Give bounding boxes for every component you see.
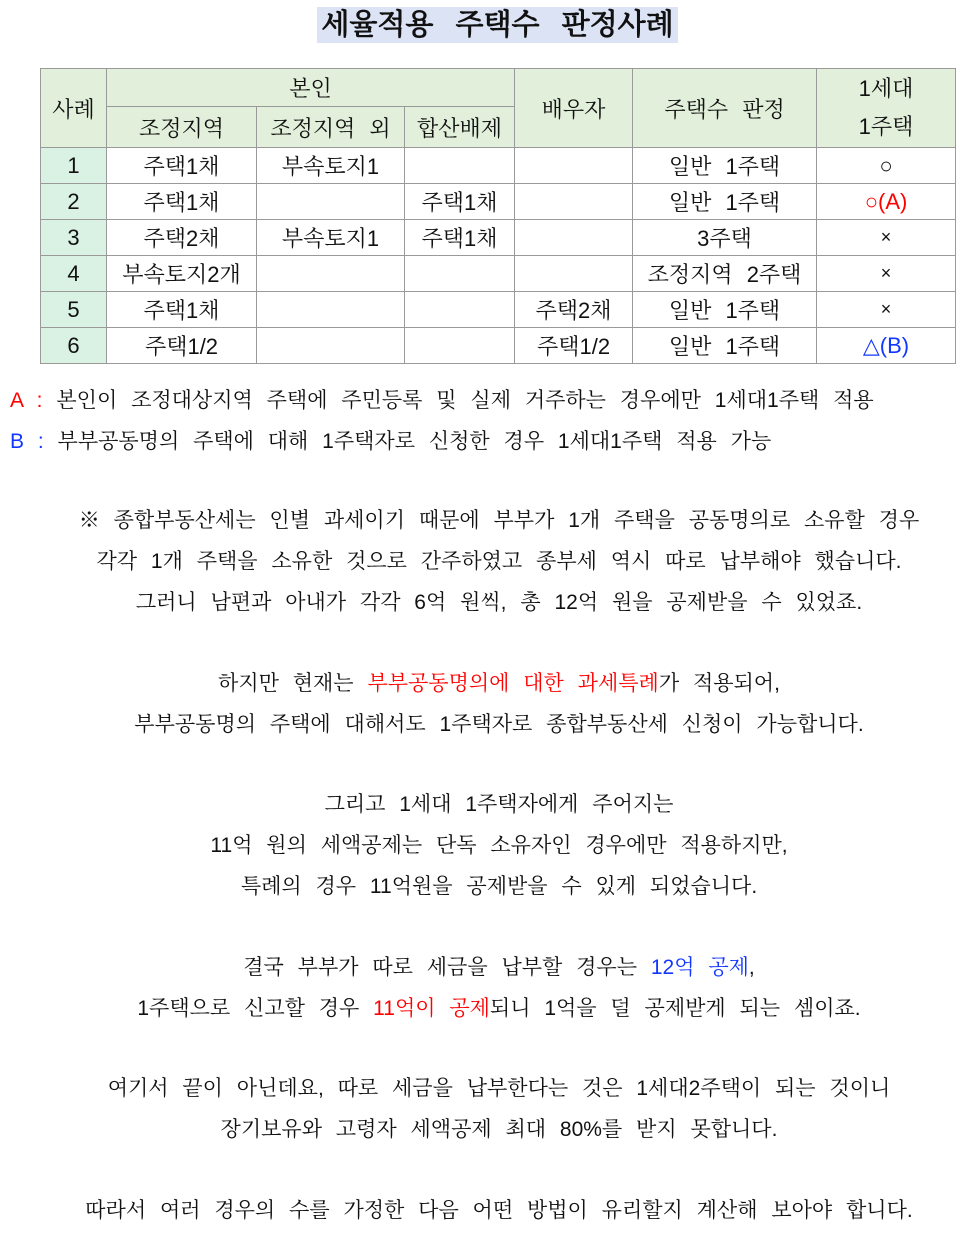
paragraph-line	[34, 663, 964, 704]
cell-spouse	[515, 184, 633, 220]
highlight-red: 부부공동명의에 대한 과세특례	[367, 672, 659, 695]
cell-one-household: ×	[817, 256, 956, 292]
cell-case: 2	[41, 184, 107, 220]
table-row	[41, 328, 956, 364]
cell-adjusted-area: 부속토지2개	[107, 256, 257, 292]
cell-spouse	[515, 148, 633, 184]
header-one-household-line-2: 1주택	[858, 114, 914, 139]
note-text: 본인이 조정대상지역 주택에 주민등록 및 실제 거주하는 경우에만 1세대1주택 적용	[56, 389, 874, 412]
cell-spouse	[515, 220, 633, 256]
paragraph-line: 부부공동명의 주택에 대해서도 1주택자로 종합부동산세 신청이 가능합니다.	[134, 713, 864, 736]
header-row-1	[41, 69, 956, 107]
header-self: 본인	[107, 69, 515, 107]
cell-non-adjusted-area	[257, 292, 405, 328]
cell-judgment: 조정지역 2주택	[633, 256, 817, 292]
header-one-household	[817, 69, 956, 148]
paragraph-line: 각각 1개 주택을 소유한 것으로 간주하였고 종부세 역시 따로 납부해야 했습니다.	[96, 550, 902, 573]
paragraph-line: 장기보유와 고령자 세액공제 최대 80%를 받지 못합니다.	[220, 1118, 778, 1141]
table-row	[41, 220, 956, 256]
paragraph-1	[34, 500, 964, 623]
note-label: A :	[10, 389, 43, 412]
text-segment: 되니 1억을 덜 공제받게 되는 셈이죠.	[489, 997, 861, 1020]
note-label: B :	[10, 430, 44, 453]
paragraph-line: 11억 원의 세액공제는 단독 소유자인 경우에만 적용하지만,	[210, 834, 788, 857]
paragraph-line: 그리고 1세대 1주택자에게 주어지는	[324, 793, 674, 816]
cell-one-household: △(B)	[817, 328, 956, 364]
cell-case: 5	[41, 292, 107, 328]
text-segment: ,	[748, 956, 755, 979]
table-row	[41, 184, 956, 220]
note-a	[10, 380, 874, 421]
cell-adjusted-area: 주택1/2	[107, 328, 257, 364]
table-row	[41, 256, 956, 292]
cell-judgment: 일반 1주택	[633, 328, 817, 364]
paragraph-4	[34, 947, 964, 1029]
cell-aggregation-excluded: 주택1채	[405, 220, 515, 256]
note-b	[10, 421, 874, 462]
cell-adjusted-area: 주택1채	[107, 148, 257, 184]
cell-aggregation-excluded: 주택1채	[405, 184, 515, 220]
text-segment: 1주택으로 신고할 경우	[137, 997, 374, 1020]
paragraph-6	[34, 1190, 964, 1231]
text-segment: 가 적용되어,	[658, 672, 780, 695]
cell-adjusted-area: 주택1채	[107, 292, 257, 328]
cell-non-adjusted-area	[257, 256, 405, 292]
paragraph-3	[34, 784, 964, 907]
cell-case: 4	[41, 256, 107, 292]
paragraph-line: 특례의 경우 11억원을 공제받을 수 있게 되었습니다.	[240, 875, 758, 898]
table-row	[41, 292, 956, 328]
cell-aggregation-excluded	[405, 256, 515, 292]
cell-judgment: 일반 1주택	[633, 292, 817, 328]
table-row	[41, 148, 956, 184]
paragraph-line: ※ 종합부동산세는 인별 과세이기 때문에 부부가 1개 주택을 공동명의로 소유할 경우	[78, 509, 920, 532]
paragraph-line	[34, 947, 964, 988]
text-segment: 결국 부부가 따로 세금을 납부할 경우는	[243, 956, 651, 979]
header-non-adjusted-area: 조정지역 외	[257, 107, 405, 148]
cell-case: 3	[41, 220, 107, 256]
paragraph-line: 그러니 남편과 아내가 각각 6억 원씩, 총 12억 원을 공제받을 수 있었죠.	[135, 591, 863, 614]
cell-spouse: 주택1/2	[515, 328, 633, 364]
cell-judgment: 3주택	[633, 220, 817, 256]
footnotes	[10, 380, 874, 462]
highlight-blue: 12억 공제	[650, 956, 749, 979]
cell-aggregation-excluded	[405, 328, 515, 364]
cell-case: 6	[41, 328, 107, 364]
cell-judgment: 일반 1주택	[633, 184, 817, 220]
highlight-red: 11억이 공제	[373, 997, 490, 1020]
cell-one-household: ○(A)	[817, 184, 956, 220]
cell-non-adjusted-area: 부속토지1	[257, 148, 405, 184]
cell-non-adjusted-area	[257, 328, 405, 364]
cell-adjusted-area: 주택1채	[107, 184, 257, 220]
paragraph-2	[34, 663, 964, 745]
header-judgment: 주택수 판정	[633, 69, 817, 148]
case-table	[40, 68, 956, 364]
cell-aggregation-excluded	[405, 292, 515, 328]
cell-non-adjusted-area	[257, 184, 405, 220]
cell-case: 1	[41, 148, 107, 184]
paragraph-line	[34, 988, 964, 1029]
cell-one-household: ○	[817, 148, 956, 184]
cell-adjusted-area: 주택2채	[107, 220, 257, 256]
header-spouse: 배우자	[515, 69, 633, 148]
cell-one-household: ×	[817, 220, 956, 256]
cell-judgment: 일반 1주택	[633, 148, 817, 184]
cell-non-adjusted-area: 부속토지1	[257, 220, 405, 256]
paragraph-5	[34, 1068, 964, 1150]
cell-spouse: 주택2채	[515, 292, 633, 328]
note-text: 부부공동명의 주택에 대해 1주택자로 신청한 경우 1세대1주택 적용 가능	[57, 430, 772, 453]
cell-aggregation-excluded	[405, 148, 515, 184]
header-aggregation-excluded: 합산배제	[405, 107, 515, 148]
title-wrapper	[40, 7, 955, 43]
paragraph-line: 여기서 끝이 아닌데요, 따로 세금을 납부한다는 것은 1세대2주택이 되는 것이니	[107, 1077, 891, 1100]
text-segment: 하지만 현재는	[218, 672, 368, 695]
header-adjusted-area: 조정지역	[107, 107, 257, 148]
cell-spouse	[515, 256, 633, 292]
cell-one-household: ×	[817, 292, 956, 328]
header-one-household-line-1: 1세대	[858, 76, 914, 101]
paragraph-line: 따라서 여러 경우의 수를 가정한 다음 어떤 방법이 유리할지 계산해 보아야 합니다.	[85, 1199, 913, 1222]
header-case: 사례	[41, 69, 107, 148]
page-title: 세율적용 주택수 판정사례	[317, 7, 677, 43]
